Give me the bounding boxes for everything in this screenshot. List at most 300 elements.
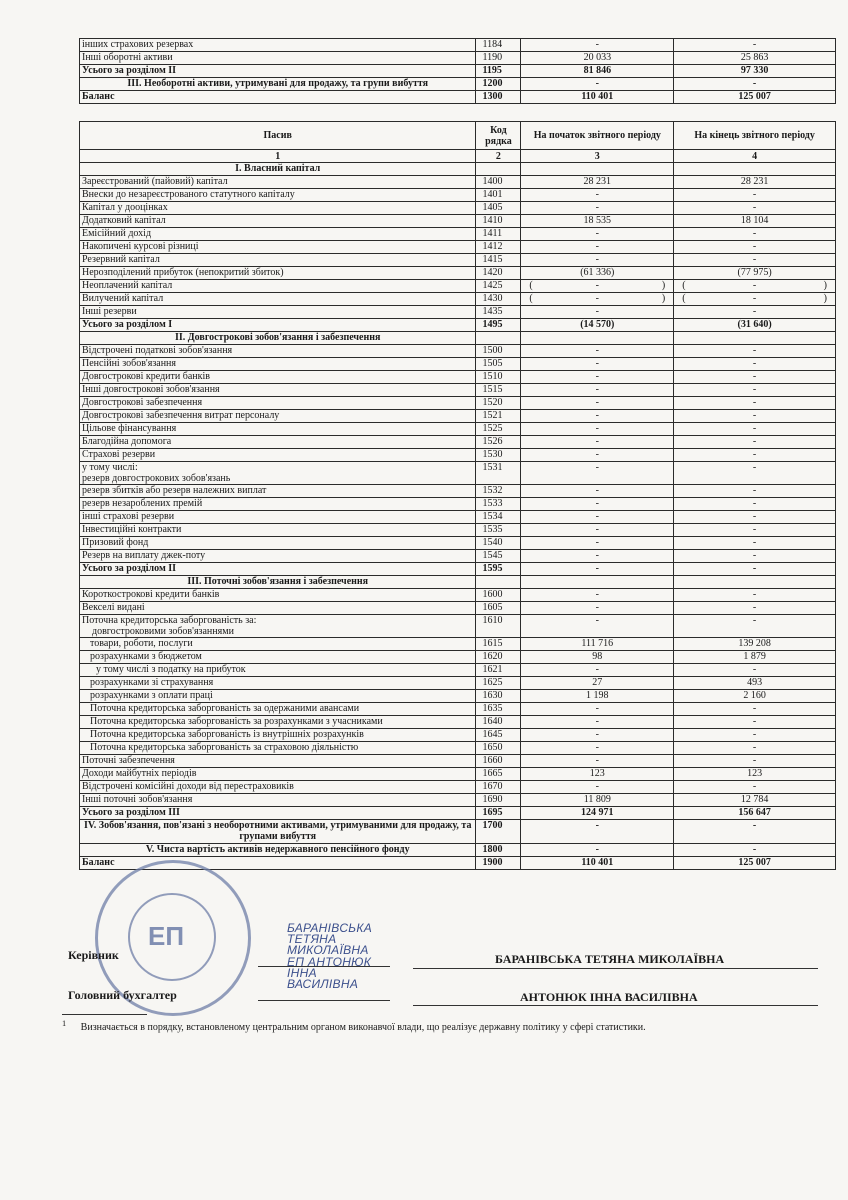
row-end: -	[674, 449, 836, 462]
row-code: 1411	[476, 228, 521, 241]
row-end: -	[674, 371, 836, 384]
row-label: Поточні забезпечення	[80, 755, 476, 768]
table-row	[80, 345, 836, 358]
header-num-3: 3	[521, 150, 674, 163]
row-start: 98	[521, 651, 674, 664]
row-code: 1540	[476, 537, 521, 550]
table-row	[80, 794, 836, 807]
table-row	[80, 781, 836, 794]
table-row	[80, 78, 836, 91]
row-label	[80, 462, 476, 485]
row-code: 1670	[476, 781, 521, 794]
row-label: Додатковий капітал	[80, 215, 476, 228]
row-start: -	[521, 397, 674, 410]
row-label: Поточна кредиторська заборгованість за страховою діяльністю	[80, 742, 476, 755]
row-label: IV. Зобов'язання, пов'язані з необоротними активами, утримуваними для продажу, та групами вибуття	[80, 820, 476, 844]
row-code: 1645	[476, 729, 521, 742]
table-row	[80, 91, 836, 104]
row-label: Резерв на виплату джек-поту	[80, 550, 476, 563]
director-signature-line	[258, 966, 390, 967]
table-row	[80, 280, 836, 293]
row-label: Неоплачений капітал	[80, 280, 476, 293]
table-row	[80, 537, 836, 550]
row-start: -	[521, 358, 674, 371]
row-label: Баланс	[80, 857, 476, 870]
row-end: -	[674, 664, 836, 677]
row-start: 11 809	[521, 794, 674, 807]
row-end: -	[674, 241, 836, 254]
row-end: -	[674, 228, 836, 241]
row-start: -	[521, 306, 674, 319]
row-label: Нерозподілений прибуток (непокритий збиток)	[80, 267, 476, 280]
table-row	[80, 163, 836, 176]
code-cell	[476, 576, 521, 589]
row-code: 1621	[476, 664, 521, 677]
row-code: 1195	[476, 65, 521, 78]
row-end: -	[674, 485, 836, 498]
row-code: 1420	[476, 267, 521, 280]
row-end: -	[674, 410, 836, 423]
table-row	[80, 807, 836, 820]
row-start: -	[521, 485, 674, 498]
row-label: розрахунками з оплати праці	[80, 690, 476, 703]
row-code: 1610	[476, 615, 521, 638]
row-start: -	[521, 615, 674, 638]
row-start-value: -	[595, 280, 599, 291]
row-code: 1521	[476, 410, 521, 423]
row-end: 139 208	[674, 638, 836, 651]
row-start: -	[521, 511, 674, 524]
row-label: Цільове фінансування	[80, 423, 476, 436]
code-cell	[476, 163, 521, 176]
row-start: 28 231	[521, 176, 674, 189]
row-code: 1532	[476, 485, 521, 498]
row-code: 1533	[476, 498, 521, 511]
table-row	[80, 550, 836, 563]
row-label: Інші поточні зобов'язання	[80, 794, 476, 807]
section-title: II. Довгострокові зобов'язання і забезпечення	[80, 332, 476, 345]
row-end: -	[674, 498, 836, 511]
table-row	[80, 524, 836, 537]
accountant-signature-line	[258, 1000, 390, 1001]
row-start: -	[521, 729, 674, 742]
row-label: Довгострокові кредити банків	[80, 371, 476, 384]
row-end: -	[674, 563, 836, 576]
accountant-label: Головний бухгалтер	[68, 988, 177, 1002]
row-label: Внески до незареєстрованого статутного капіталу	[80, 189, 476, 202]
header-liabilities: Пасив	[80, 122, 476, 150]
row-end: -	[674, 742, 836, 755]
row-label: інших страхових резервах	[80, 39, 476, 52]
row-label: Призовий фонд	[80, 537, 476, 550]
row-label: Довгострокові забезпечення	[80, 397, 476, 410]
table-row	[80, 755, 836, 768]
row-start: -	[521, 436, 674, 449]
seal-logo: ЕП	[148, 921, 185, 951]
end-cell	[674, 576, 836, 589]
liabilities-table	[79, 121, 836, 870]
row-code: 1510	[476, 371, 521, 384]
esign-line: МИКОЛАЇВНА	[287, 943, 369, 957]
row-start: (61 336)	[521, 267, 674, 280]
table-row	[80, 202, 836, 215]
row-label: Накопичені курсові різниці	[80, 241, 476, 254]
code-cell	[476, 332, 521, 345]
table-row	[80, 176, 836, 189]
row-code: 1526	[476, 436, 521, 449]
row-end: -	[674, 615, 836, 638]
row-end: (77 975)	[674, 267, 836, 280]
row-start: -	[521, 589, 674, 602]
row-label: Короткострокові кредити банків	[80, 589, 476, 602]
table-row	[80, 449, 836, 462]
row-start: -	[521, 410, 674, 423]
row-label: Пенсійні зобов'язання	[80, 358, 476, 371]
table-row	[80, 615, 836, 638]
row-end: 28 231	[674, 176, 836, 189]
header-code: Код рядка	[476, 122, 521, 150]
header-num-4: 4	[674, 150, 836, 163]
row-start: -	[521, 228, 674, 241]
row-label: Благодійна допомога	[80, 436, 476, 449]
table-row	[80, 742, 836, 755]
row-start: 1 198	[521, 690, 674, 703]
row-start: -	[521, 563, 674, 576]
row-start: 123	[521, 768, 674, 781]
table-row	[80, 39, 836, 52]
row-code: 1400	[476, 176, 521, 189]
row-code: 1605	[476, 602, 521, 615]
row-end: -	[674, 462, 836, 485]
row-label: Баланс	[80, 91, 476, 104]
table-row	[80, 189, 836, 202]
row-start: 18 535	[521, 215, 674, 228]
row-code: 1545	[476, 550, 521, 563]
row-label-line: довгостроковими зобов'язаннями	[92, 626, 234, 637]
row-start: (14 570)	[521, 319, 674, 332]
row-code: 1620	[476, 651, 521, 664]
table-row	[80, 254, 836, 267]
table-row	[80, 371, 836, 384]
accountant-name: АНТОНЮК ІННА ВАСИЛІВНА	[520, 990, 698, 1004]
row-label: Доходи майбутніх періодів	[80, 768, 476, 781]
row-label: Усього за розділом II	[80, 563, 476, 576]
table-row	[80, 589, 836, 602]
director-name: БАРАНІВСЬКА ТЕТЯНА МИКОЛАЇВНА	[495, 952, 725, 966]
row-start: 110 401	[521, 857, 674, 870]
row-end: 2 160	[674, 690, 836, 703]
row-end: -	[674, 524, 836, 537]
row-code: 1695	[476, 807, 521, 820]
row-code: 1900	[476, 857, 521, 870]
table-header	[80, 122, 836, 163]
row-end: 12 784	[674, 794, 836, 807]
row-label: III. Необоротні активи, утримувані для продажу, та групи вибуття	[80, 78, 476, 91]
section-title: I. Власний капітал	[80, 163, 476, 176]
row-label: розрахунками з бюджетом	[80, 651, 476, 664]
table-row	[80, 768, 836, 781]
row-start: -	[521, 241, 674, 254]
row-end: -	[674, 384, 836, 397]
table-row	[80, 462, 836, 485]
row-end: 125 007	[674, 91, 836, 104]
table-row	[80, 384, 836, 397]
row-end-value: -	[752, 280, 757, 291]
row-code: 1430	[476, 293, 521, 306]
row-end: 18 104	[674, 215, 836, 228]
row-end: 97 330	[674, 65, 836, 78]
row-code: 1415	[476, 254, 521, 267]
table-row	[80, 410, 836, 423]
table-row	[80, 844, 836, 857]
table-row	[80, 602, 836, 615]
row-end: ( - )	[674, 280, 836, 293]
row-code: 1534	[476, 511, 521, 524]
row-code: 1535	[476, 524, 521, 537]
row-start: 110 401	[521, 91, 674, 104]
table-row	[80, 332, 836, 345]
row-label: Векселі видані	[80, 602, 476, 615]
row-label: резерв незароблених премій	[80, 498, 476, 511]
row-label: Усього за розділом I	[80, 319, 476, 332]
row-label: V. Чиста вартість активів недержавного пенсійного фонду	[80, 844, 476, 857]
table-row	[80, 498, 836, 511]
table-row	[80, 703, 836, 716]
table-row	[80, 576, 836, 589]
table-row	[80, 241, 836, 254]
row-start: -	[521, 498, 674, 511]
row-start: -	[521, 345, 674, 358]
table-row	[80, 358, 836, 371]
row-end: 125 007	[674, 857, 836, 870]
footnote-mark: 1	[62, 1019, 67, 1028]
row-code: 1625	[476, 677, 521, 690]
table-row	[80, 215, 836, 228]
row-label: Капітал у дооцінках	[80, 202, 476, 215]
table-row	[80, 729, 836, 742]
row-code: 1401	[476, 189, 521, 202]
header-num-2: 2	[476, 150, 521, 163]
row-code: 1412	[476, 241, 521, 254]
row-label: Зареєстрований (пайовий) капітал	[80, 176, 476, 189]
esign-line: ЕП АНТОНЮК	[287, 955, 372, 969]
row-label: Інші оборотні активи	[80, 52, 476, 65]
row-start: -	[521, 254, 674, 267]
row-code: 1500	[476, 345, 521, 358]
section-title: III. Поточні зобов'язання і забезпечення	[80, 576, 476, 589]
table-row	[80, 638, 836, 651]
row-label: Інвестиційні контракти	[80, 524, 476, 537]
row-start: -	[521, 202, 674, 215]
row-code: 1531	[476, 462, 521, 485]
table-row	[80, 511, 836, 524]
row-code: 1515	[476, 384, 521, 397]
row-start: -	[521, 550, 674, 563]
row-start: -	[521, 39, 674, 52]
director-label: Керівник	[68, 948, 119, 962]
row-label: Відстрочені комісійні доходи від перестраховиків	[80, 781, 476, 794]
row-label: Резервний капітал	[80, 254, 476, 267]
table-row	[80, 423, 836, 436]
esign-line: ІННА	[287, 966, 317, 980]
table-row	[80, 319, 836, 332]
row-end: -	[674, 254, 836, 267]
row-label-line: резерв довгострокових зобов'язань	[82, 473, 231, 484]
row-start: -	[521, 664, 674, 677]
end-cell	[674, 163, 836, 176]
start-cell	[521, 576, 674, 589]
row-label-line: у тому числі:	[82, 462, 138, 473]
footnote-text: Визначається в порядку, встановленому центральним органом виконавчої влади, що реалізує державну політику у сфері статистики.	[80, 1022, 646, 1034]
row-code: 1435	[476, 306, 521, 319]
row-label: Відстрочені податкові зобов'язання	[80, 345, 476, 358]
director-name-line	[413, 968, 818, 969]
row-end: -	[674, 602, 836, 615]
row-start: -	[521, 78, 674, 91]
table-row	[80, 651, 836, 664]
row-label: Довгострокові забезпечення витрат персоналу	[80, 410, 476, 423]
row-label: Усього за розділом II	[80, 65, 476, 78]
assets-tail-table	[79, 38, 836, 104]
table-row	[80, 716, 836, 729]
row-code: 1640	[476, 716, 521, 729]
row-start: 20 033	[521, 52, 674, 65]
row-label: Інші резерви	[80, 306, 476, 319]
table-row	[80, 820, 836, 844]
row-end: -	[674, 511, 836, 524]
row-label-line: Поточна кредиторська заборгованість за:	[82, 615, 257, 626]
row-label: Поточна кредиторська заборгованість за розрахунками з учасниками	[80, 716, 476, 729]
row-start: -	[521, 742, 674, 755]
row-start: -	[521, 524, 674, 537]
table-row	[80, 677, 836, 690]
row-start-value: -	[595, 293, 599, 304]
header-start: На початок звітного періоду	[521, 122, 674, 150]
row-label	[80, 615, 476, 638]
row-label: Поточна кредиторська заборгованість за одержаними авансами	[80, 703, 476, 716]
row-start: -	[521, 371, 674, 384]
row-code: 1190	[476, 52, 521, 65]
table-row	[80, 228, 836, 241]
row-end: -	[674, 436, 836, 449]
header-end: На кінець звітного періоду	[674, 122, 836, 150]
row-start: -	[521, 703, 674, 716]
table-row	[80, 293, 836, 306]
esign-line: БАРАНІВСЬКА	[287, 921, 373, 935]
table-row	[80, 52, 836, 65]
row-code: 1660	[476, 755, 521, 768]
row-start: -	[521, 602, 674, 615]
start-cell	[521, 332, 674, 345]
row-end: 493	[674, 677, 836, 690]
row-end: 156 647	[674, 807, 836, 820]
accountant-name-line	[413, 1005, 818, 1006]
row-end: -	[674, 844, 836, 857]
row-start: -	[521, 423, 674, 436]
row-end: ( - )	[674, 293, 836, 306]
row-code: 1690	[476, 794, 521, 807]
header-num-1: 1	[80, 150, 476, 163]
footnote-separator	[62, 1014, 147, 1015]
esign-line: ВАСИЛІВНА	[287, 977, 359, 991]
row-end: -	[674, 755, 836, 768]
row-start: -	[521, 755, 674, 768]
row-start: ( - )	[521, 280, 674, 293]
row-start: -	[521, 537, 674, 550]
row-code: 1505	[476, 358, 521, 371]
row-label: резерв збитків або резерв належних виплат	[80, 485, 476, 498]
table-row	[80, 306, 836, 319]
row-code: 1800	[476, 844, 521, 857]
row-end: -	[674, 78, 836, 91]
table-row	[80, 267, 836, 280]
row-code: 1630	[476, 690, 521, 703]
row-code: 1300	[476, 91, 521, 104]
row-start: -	[521, 462, 674, 485]
row-end: 123	[674, 768, 836, 781]
end-cell	[674, 332, 836, 345]
row-code: 1650	[476, 742, 521, 755]
table-row	[80, 65, 836, 78]
row-start: -	[521, 384, 674, 397]
table-row	[80, 485, 836, 498]
table-row	[80, 664, 836, 677]
row-label: Страхові резерви	[80, 449, 476, 462]
row-start: 124 971	[521, 807, 674, 820]
row-code: 1600	[476, 589, 521, 602]
row-start: 81 846	[521, 65, 674, 78]
row-code: 1700	[476, 820, 521, 844]
row-code: 1595	[476, 563, 521, 576]
row-label: Емісійний дохід	[80, 228, 476, 241]
row-start: -	[521, 189, 674, 202]
row-code: 1635	[476, 703, 521, 716]
row-code: 1184	[476, 39, 521, 52]
row-code: 1530	[476, 449, 521, 462]
row-end: -	[674, 820, 836, 844]
start-cell	[521, 163, 674, 176]
row-end: -	[674, 781, 836, 794]
row-code: 1520	[476, 397, 521, 410]
row-start: 111 716	[521, 638, 674, 651]
row-end: 1 879	[674, 651, 836, 664]
row-start: -	[521, 820, 674, 844]
row-end: -	[674, 202, 836, 215]
row-code: 1425	[476, 280, 521, 293]
row-code: 1495	[476, 319, 521, 332]
row-label: товари, роботи, послуги	[80, 638, 476, 651]
row-label: Поточна кредиторська заборгованість із внутрішніх розрахунків	[80, 729, 476, 742]
row-label: Усього за розділом III	[80, 807, 476, 820]
row-code: 1665	[476, 768, 521, 781]
row-end: -	[674, 550, 836, 563]
row-end: -	[674, 189, 836, 202]
row-code: 1405	[476, 202, 521, 215]
row-end: -	[674, 729, 836, 742]
row-start: -	[521, 844, 674, 857]
table-row	[80, 563, 836, 576]
row-start: -	[521, 781, 674, 794]
row-end-value: -	[752, 293, 757, 304]
esign-director	[287, 923, 372, 956]
row-code: 1615	[476, 638, 521, 651]
row-code: 1410	[476, 215, 521, 228]
row-label: Вилучений капітал	[80, 293, 476, 306]
row-start: -	[521, 449, 674, 462]
footnote	[62, 1019, 646, 1033]
row-start: 27	[521, 677, 674, 690]
row-end: -	[674, 306, 836, 319]
